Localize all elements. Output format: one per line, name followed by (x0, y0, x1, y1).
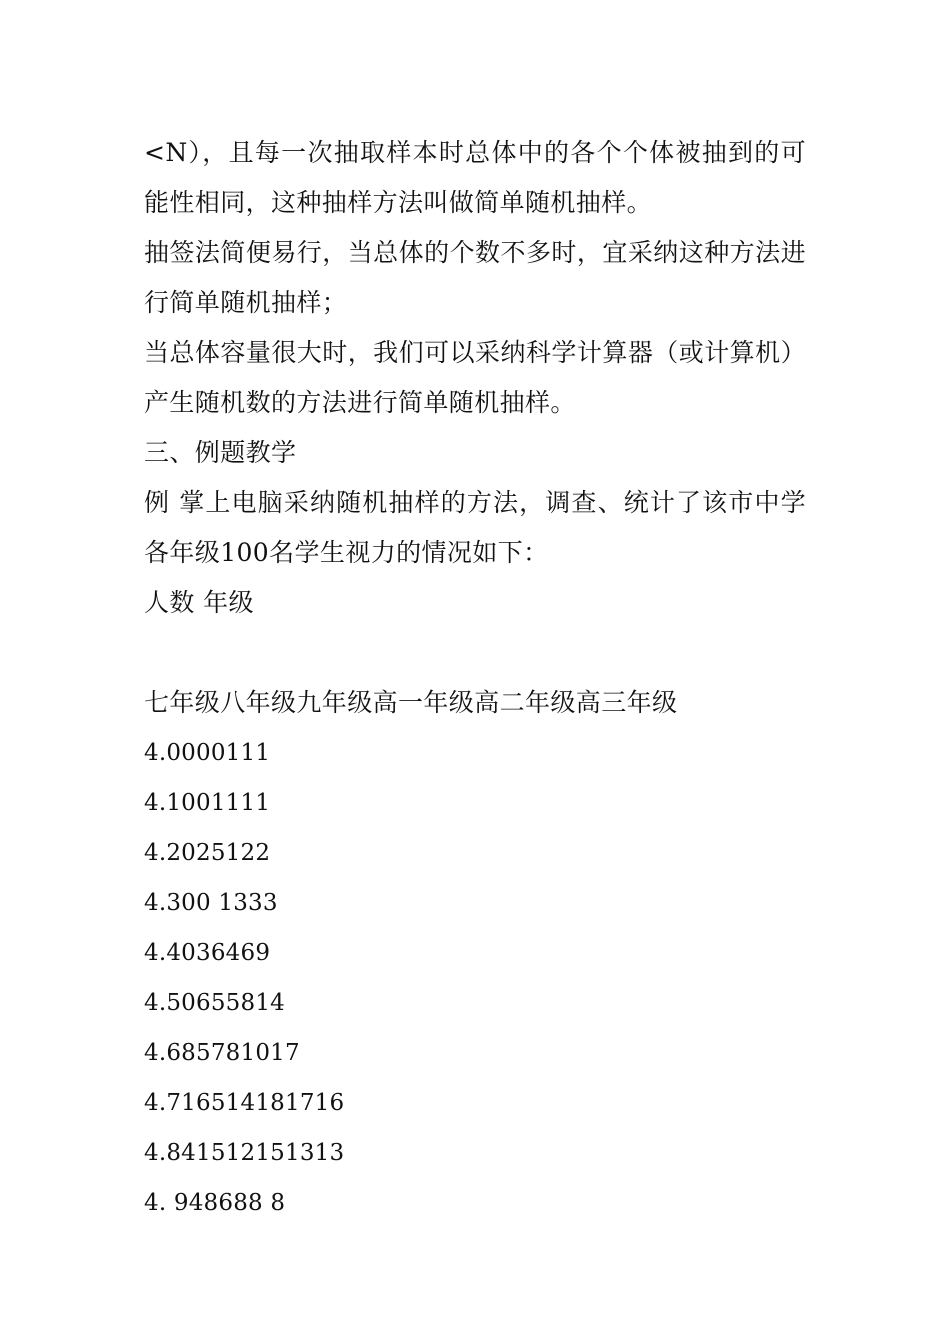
table-row: 4.300 1333 (144, 890, 278, 916)
section-heading: 三、例题教学 (144, 438, 297, 467)
table-row: 4. 948688 8 (144, 1190, 286, 1216)
table-row: 4.0000111 (144, 740, 271, 766)
table-grades-line: 七年级八年级九年级高一年级高二年级高三年级 (144, 688, 678, 717)
table-header-label: 人数 年级 (144, 588, 254, 617)
document-body (144, 128, 806, 1228)
table-row: 4.50655814 (144, 990, 286, 1016)
paragraph-sampling-definition: <N），且每一次抽取样本时总体中的各个个体被抽到的可能性相同，这种抽样方法叫做简单随机抽样。 (144, 138, 806, 217)
paragraph-random-number-method: 当总体容量很大时，我们可以采纳科学计算器（或计算机）产生随机数的方法进行简单随机抽样。 (144, 338, 806, 417)
spacer (144, 628, 806, 678)
table-row: 4.4036469 (144, 940, 271, 966)
paragraph-example: 例 掌上电脑采纳随机抽样的方法，调查、统计了该市中学各年级100名学生视力的情况如下： (144, 488, 806, 567)
table-row: 4.841512151313 (144, 1140, 345, 1166)
paragraph-lottery-method: 抽签法简便易行，当总体的个数不多时，宜采纳这种方法进行简单随机抽样； (144, 238, 806, 317)
table-row: 4.1001111 (144, 790, 271, 816)
table-row: 4.716514181716 (144, 1090, 345, 1116)
table-row: 4.2025122 (144, 840, 271, 866)
table-row: 4.685781017 (144, 1040, 300, 1066)
